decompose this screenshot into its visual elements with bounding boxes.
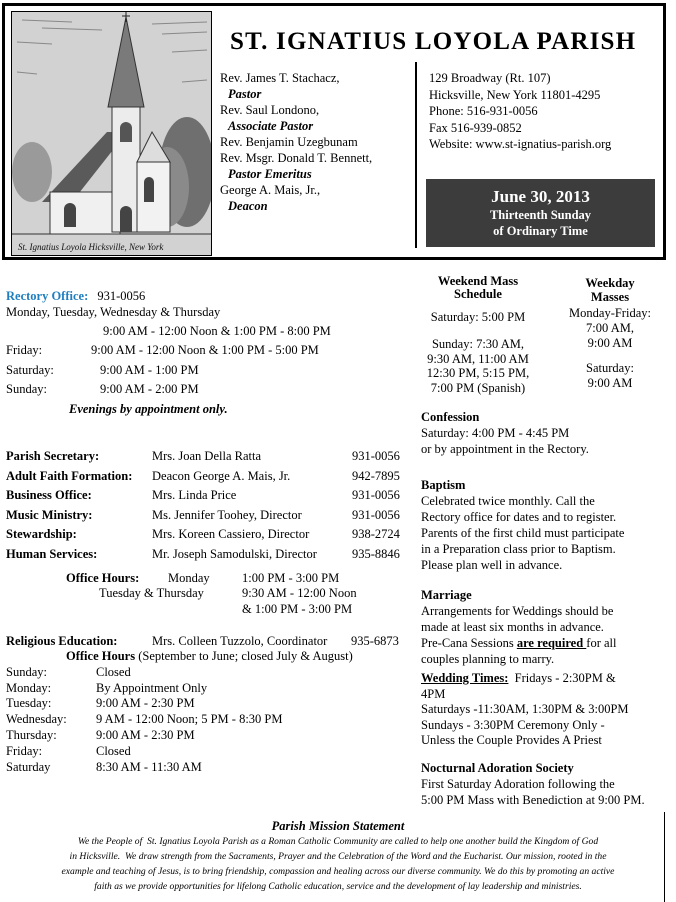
website-link[interactable]: Website: www.st-ignatius-parish.org <box>429 137 612 151</box>
baptism-line: Celebrated twice monthly. Call the <box>421 494 595 508</box>
liturgical-day-line-2: of Ordinary Time <box>493 224 588 238</box>
wedding-times-line: 4PM <box>421 686 446 701</box>
contact-info <box>429 70 611 153</box>
baptism-line: in a Preparation class prior to Baptism. <box>421 542 616 556</box>
weekend-mass-title <box>416 275 540 301</box>
marriage-section <box>421 587 616 667</box>
rectory-office-phone: 931-0056 <box>97 289 146 303</box>
confession-line: or by appointment in the Rectory. <box>421 442 589 456</box>
weekend-mass-saturday: Saturday: 5:00 PM <box>430 310 526 324</box>
mission-statement <box>0 818 676 894</box>
rectory-mtwt-hours: 9:00 AM - 12:00 Noon & 1:00 PM - 8:00 PM <box>103 324 331 338</box>
weekday-mass-line: 7:00 AM, <box>586 321 634 335</box>
rectory-office-line <box>6 289 145 305</box>
evenings-note: Evenings by appointment only. <box>69 402 228 416</box>
rectory-saturday-hours: 9:00 AM - 1:00 PM <box>100 363 199 377</box>
baptism-line: Please plan well in advance. <box>421 558 563 572</box>
schedule-time: 8:30 AM - 11:30 AM <box>96 760 202 774</box>
marriage-title: Marriage <box>421 588 472 602</box>
fax: Fax 516-939-0852 <box>429 120 522 135</box>
header-divider <box>415 62 417 248</box>
schedule-time: 9 AM - 12:00 Noon; 5 PM - 8:30 PM <box>96 712 283 726</box>
clergy-name: George A. Mais, Jr., <box>220 183 321 197</box>
staff-name: Mr. Joseph Samodulski, Director <box>152 547 317 561</box>
church-illustration <box>11 11 212 256</box>
mission-line: example and teaching of Jesus, is to bring friendship, compassion and healing across our diverse community. We do this by promoting an active <box>61 866 615 877</box>
baptism-line: Parents of the first child must participate <box>421 526 625 540</box>
adoration-title: Nocturnal Adoration Society <box>421 761 574 775</box>
marriage-line: Arrangements for Weddings should be <box>421 604 614 618</box>
rectory-friday-hours: 9:00 AM - 12:00 Noon & 1:00 PM - 5:00 PM <box>91 343 319 357</box>
staff-phone: 931-0056 <box>352 449 400 463</box>
schedule-day: Monday: <box>6 681 52 695</box>
clergy-name: Rev. Msgr. Donald T. Bennett, <box>220 151 373 165</box>
confession-title: Confession <box>421 410 480 424</box>
staff-phone: 942-7895 <box>352 469 400 483</box>
clergy-role: Pastor Emeritus <box>228 167 312 181</box>
staff-label: Parish Secretary: <box>6 449 100 463</box>
clergy-name: Rev. Benjamin Uzegbunam <box>220 135 358 149</box>
staff-label: Stewardship: <box>6 527 77 541</box>
schedule-time: Closed <box>96 744 131 758</box>
schedule-time: By Appointment Only <box>96 681 208 695</box>
schedule-time: 9:00 AM - 2:30 PM <box>96 696 195 710</box>
schedule-time: 9:00 AM - 2:30 PM <box>96 728 195 742</box>
wedding-times-label: Wedding Times: <box>421 671 509 685</box>
staff-phone: 931-0056 <box>352 508 400 522</box>
staff-label: Business Office: <box>6 488 92 502</box>
religious-ed-label: Religious Education: <box>6 634 118 648</box>
clergy-list <box>220 70 372 214</box>
religious-ed-hours-note: (September to June; closed July & August) <box>138 649 353 663</box>
adoration-line: 5:00 PM Mass with Benediction at 9:00 PM. <box>421 793 645 807</box>
staff-label: Adult Faith Formation: <box>6 469 133 483</box>
mission-line: in Hicksville. We draw strength from the Sacraments, Prayer and the Celebration of the Word and the Eucharist. Our mission, rooted in the <box>69 851 607 862</box>
staff-row <box>6 547 406 565</box>
office-hours-time: 9:30 AM - 12:00 Noon <box>242 586 357 600</box>
office-hours-label: Office Hours: <box>66 571 140 585</box>
address-line-1: 129 Broadway (Rt. 107) <box>429 71 551 85</box>
staff-phone: 938-2724 <box>352 527 400 541</box>
weekday-mass-mon-fri <box>555 306 665 351</box>
wedding-times-fridays: Fridays - 2:30PM & <box>508 671 616 685</box>
wedding-times-line: Unless the Couple Provides A Priest <box>421 733 602 747</box>
baptism-section <box>421 477 624 573</box>
sunday-mass-line: 12:30 PM, 5:15 PM, <box>426 366 530 380</box>
weekday-mass-line: 9:00 AM <box>587 376 633 390</box>
sunday-mass-line: Sunday: 7:30 AM, <box>431 337 525 351</box>
precana-required: are required <box>516 636 587 650</box>
mission-title: Parish Mission Statement <box>271 819 405 833</box>
staff-name: Deacon George A. Mais, Jr. <box>152 469 291 483</box>
staff-name: Mrs. Joan Della Ratta <box>152 449 262 463</box>
office-hours-days: Tuesday & Thursday <box>99 586 204 600</box>
rectory-friday-label: Friday: <box>6 343 43 357</box>
confession-section <box>421 409 589 457</box>
image-caption: St. Ignatius Loyola Hicksville, New York <box>18 242 164 252</box>
schedule-day: Sunday: <box>6 665 47 679</box>
phone: Phone: 516-931-0056 <box>429 104 538 118</box>
rectory-sunday-label: Sunday: <box>6 382 47 396</box>
weekend-mass-title-line-2: Schedule <box>454 287 502 301</box>
schedule-day: Saturday <box>6 760 51 774</box>
weekday-mass-title-line-1: Weekday <box>585 276 635 290</box>
rectory-days: Monday, Tuesday, Wednesday & Thursday <box>6 305 221 319</box>
staff-row <box>6 508 406 526</box>
religious-ed-hours <box>66 649 353 665</box>
parish-title: ST. IGNATIUS LOYOLA PARISH <box>230 28 637 55</box>
address-line-2: Hicksville, New York 11801-4295 <box>429 87 601 102</box>
clergy-name: Rev. James T. Stachacz, <box>220 71 340 85</box>
mission-line: faith as we provide opportunities for lifelong Catholic education, service and the development of lay leadership and ministries. <box>94 881 582 892</box>
clergy-role: Pastor <box>228 87 262 101</box>
adoration-line: First Saturday Adoration following the <box>421 777 615 791</box>
weekday-mass-line: 9:00 AM <box>587 336 633 350</box>
clergy-role: Associate Pastor <box>228 119 314 133</box>
confession-line: Saturday: 4:00 PM - 4:45 PM <box>421 426 570 440</box>
wedding-times-section <box>421 671 629 749</box>
sunday-mass-line: 9:30 AM, 11:00 AM <box>427 351 529 366</box>
precana-text: Pre-Cana Sessions <box>421 636 517 650</box>
weekday-mass-line: Monday-Friday: <box>569 306 651 320</box>
office-hours-time: 1:00 PM - 3:00 PM <box>242 571 340 585</box>
schedule-day: Tuesday: <box>6 696 52 710</box>
mission-line: We the People of St. Ignatius Loyola Parish as a Roman Catholic Community are called to help one another build the Kingdom of God <box>77 836 599 847</box>
schedule-day: Wednesday: <box>6 712 67 726</box>
staff-row <box>6 469 406 487</box>
staff-label: Music Ministry: <box>6 508 93 522</box>
staff-row <box>6 449 406 467</box>
wedding-times-line: Sundays - 3:30PM Ceremony Only - <box>421 717 605 732</box>
religious-ed-name: Mrs. Colleen Tuzzolo, Coordinator <box>152 634 328 648</box>
staff-name: Ms. Jennifer Toohey, Director <box>152 508 302 522</box>
weekday-mass-saturday <box>555 361 665 391</box>
staff-label: Human Services: <box>6 547 98 561</box>
weekday-mass-title-line-2: Masses <box>590 290 630 304</box>
clergy-name: Rev. Saul Londono, <box>220 103 320 117</box>
marriage-line: couples planning to marry. <box>421 652 555 666</box>
religious-ed-phone: 935-6873 <box>351 634 399 648</box>
precana-text-end: for all <box>586 636 617 650</box>
date-box <box>426 179 655 247</box>
church-drawing <box>12 12 211 255</box>
rectory-saturday-label: Saturday: <box>6 363 54 377</box>
baptism-title: Baptism <box>421 478 466 492</box>
rectory-office-label: Rectory Office: <box>6 289 89 303</box>
liturgical-day-line-1: Thirteenth Sunday <box>489 208 592 222</box>
weekend-mass-title-line-1: Weekend Mass <box>437 274 519 288</box>
schedule-day: Thursday: <box>6 728 57 742</box>
staff-row <box>6 488 406 506</box>
staff-name: Mrs. Koreen Cassiero, Director <box>152 527 310 541</box>
adoration-section <box>421 760 645 808</box>
office-hours-time: & 1:00 PM - 3:00 PM <box>242 602 353 616</box>
precana-line <box>421 635 616 651</box>
rectory-sunday-hours: 9:00 AM - 2:00 PM <box>100 382 199 396</box>
staff-phone: 935-8846 <box>352 547 400 561</box>
staff-phone: 931-0056 <box>352 488 400 502</box>
office-hours-days: Monday <box>168 571 210 585</box>
weekday-mass-title <box>560 276 660 304</box>
sunday-mass-line: 7:00 PM (Spanish) <box>430 380 526 395</box>
bulletin-date: June 30, 2013 <box>491 187 590 206</box>
schedule-day: Friday: <box>6 744 43 758</box>
wedding-times-line: Saturdays -11:30AM, 1:30PM & 3:00PM <box>421 702 629 716</box>
weekday-mass-line: Saturday: <box>586 361 634 375</box>
staff-name: Mrs. Linda Price <box>152 488 237 502</box>
baptism-line: Rectory office for dates and to register. <box>421 510 617 524</box>
weekend-mass-sunday <box>412 337 544 395</box>
header-box <box>2 3 666 260</box>
clergy-role: Deacon <box>228 199 268 213</box>
marriage-line: made at least six months in advance. <box>421 620 604 634</box>
religious-ed-hours-label: Office Hours <box>66 649 136 663</box>
schedule-time: Closed <box>96 665 131 679</box>
staff-row <box>6 527 406 545</box>
